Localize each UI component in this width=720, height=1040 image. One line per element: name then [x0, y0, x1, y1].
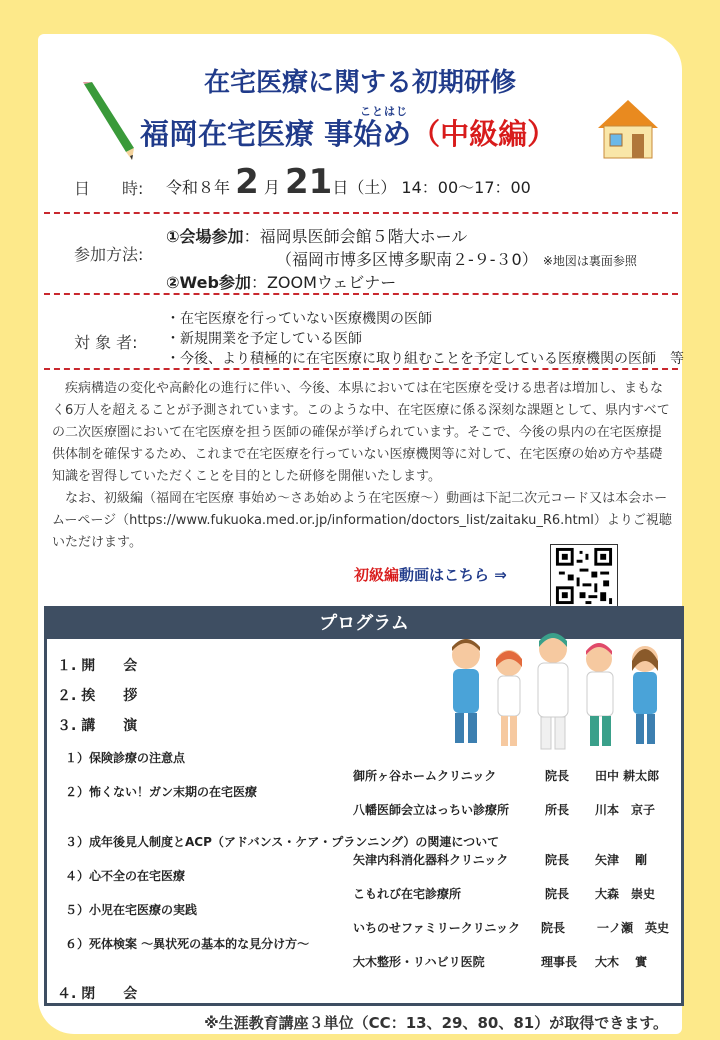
body-paragraph: 疾病構造の変化や高齢化の進行に伴い、今後、本県においては在宅医療を受ける患者は増加し、まもなく6万人を超えることが予測されています。このような中、在宅医療に係る深刻な課題として、県内すべての二次医療圏において在宅医療を担う医師の確保が挙げられています。そこで、今後の県内の在宅医療提供体制を確保するため、これまで在宅医療を行っていない医療機関等に対して、在宅医療の始め方や基礎知識を習得していただくことを目的とした研修を開催いたします。: [52, 381, 670, 484]
divider: [44, 293, 678, 295]
lecture-org: 矢津内科消化器科クリニック: [353, 853, 509, 867]
venue-line: [166, 224, 467, 247]
schedule-day-unit: 日（土）: [332, 178, 397, 197]
target-item: ・今後、より積極的に在宅医療に取り組むことを予定している医療機関の医師 等: [166, 351, 684, 367]
program-box: [44, 606, 684, 1006]
qr-label-text: 動画はこちら ⇒: [399, 566, 507, 584]
schedule-day: 21: [284, 162, 333, 202]
lecture-name: 大森 崇史: [595, 887, 656, 901]
qr-label: [354, 564, 507, 585]
venue-title: ①会場参加: [166, 227, 244, 246]
lecture-name: 川本 京子: [595, 803, 656, 817]
body-text: [52, 378, 672, 554]
web-title: ②Web参加: [166, 273, 251, 292]
lecture-title: １）保険診療の注意点: [65, 751, 186, 765]
schedule-month: 2: [235, 162, 259, 202]
schedule-month-unit: 月: [263, 178, 280, 197]
schedule-era: 令和８年: [166, 178, 231, 197]
program-item: ３. 講 演: [57, 718, 138, 734]
lecture-title: ６）死体検案 ～異状死の基本的な見分け方～: [65, 937, 310, 951]
target-item: ・在宅医療を行っていない医療機関の医師: [166, 311, 432, 327]
schedule-label: 日 時:: [74, 179, 144, 198]
title-ruby: ことはじ: [360, 105, 408, 118]
program-item: １. 開 会: [57, 658, 138, 674]
house-icon: [596, 98, 660, 160]
subtitle-main: 福岡在宅医療 事始め: [140, 117, 412, 151]
lecture-name: 大木 實: [595, 955, 648, 969]
lecture-name: 一ノ瀬 英史: [597, 921, 670, 935]
web-text: ：ZOOMウェビナー: [250, 273, 397, 292]
lecture-org: 大木整形・リハビリ医院: [353, 955, 485, 969]
schedule-time: 14：00～17：00: [401, 178, 531, 197]
lecture-role: 理事長: [541, 955, 578, 969]
lecture-title: ４）心不全の在宅医療: [65, 869, 186, 883]
divider: [44, 212, 678, 214]
lecture-name: 矢津 剛: [595, 853, 648, 867]
lecture-title: ２）怖くない！ガン末期の在宅医療: [65, 785, 258, 799]
qr-code[interactable]: [550, 544, 618, 608]
page-subtitle: [140, 112, 556, 153]
participation-label: 参加方法:: [74, 245, 144, 264]
lecture-org: 御所ヶ谷ホームクリニック: [353, 769, 497, 783]
footer-note: ※生涯教育講座３単位（CC：13、29、80、81）が取得できます。: [204, 1014, 668, 1032]
schedule-date: [166, 162, 531, 202]
target-item: ・新規開業を予定している医師: [166, 331, 362, 347]
program-item: ４. 閉 会: [57, 986, 138, 1002]
page-title: 在宅医療に関する初期研修: [203, 68, 516, 98]
program-item: ２. 挨 拶: [57, 688, 138, 704]
lecture-role: 所長: [545, 803, 570, 817]
qr-label-red: 初級編: [354, 566, 400, 584]
lecture-role: 院長: [545, 853, 570, 867]
lecture-org: いちのせファミリークリニック: [353, 921, 521, 935]
venue-text: ：福岡県医師会館５階大ホール: [243, 227, 468, 246]
divider: [44, 368, 678, 370]
target-label: 対 象 者:: [74, 333, 138, 352]
program-title: プログラム: [47, 609, 681, 639]
lecture-role: 院長: [541, 921, 566, 935]
venue-address-line: [276, 247, 637, 270]
lecture-title: ３）成年後見人制度とACP（アドバンス・ケア・プランニング）の関連について: [65, 835, 500, 849]
venue-address: （福岡市博多区博多駅南２-９-３0）: [276, 250, 538, 269]
lecture-role: 院長: [545, 887, 570, 901]
venue-note: ※地図は裏面参照: [542, 254, 637, 268]
lecture-org: こもれび在宅診療所: [353, 887, 462, 901]
web-line: [166, 270, 396, 293]
medical-staff-illustration: [441, 627, 671, 757]
lecture-org: 八幡医師会立はっちい診療所: [353, 803, 510, 817]
lecture-name: 田中 耕太郎: [595, 769, 660, 783]
lecture-title: ５）小児在宅医療の実践: [65, 903, 198, 917]
subtitle-level: （中級編）: [411, 117, 557, 151]
lecture-role: 院長: [545, 769, 570, 783]
body-paragraph: なお、初級編（福岡在宅医療 事始め～さあ始めよう在宅医療～）動画は下記二次元コード又は本会ホームーページ（https://www.fukuoka.med.or.jp/information/doctors_list/zaitaku_R6.html）よりご視聴いただけます。: [52, 491, 672, 550]
